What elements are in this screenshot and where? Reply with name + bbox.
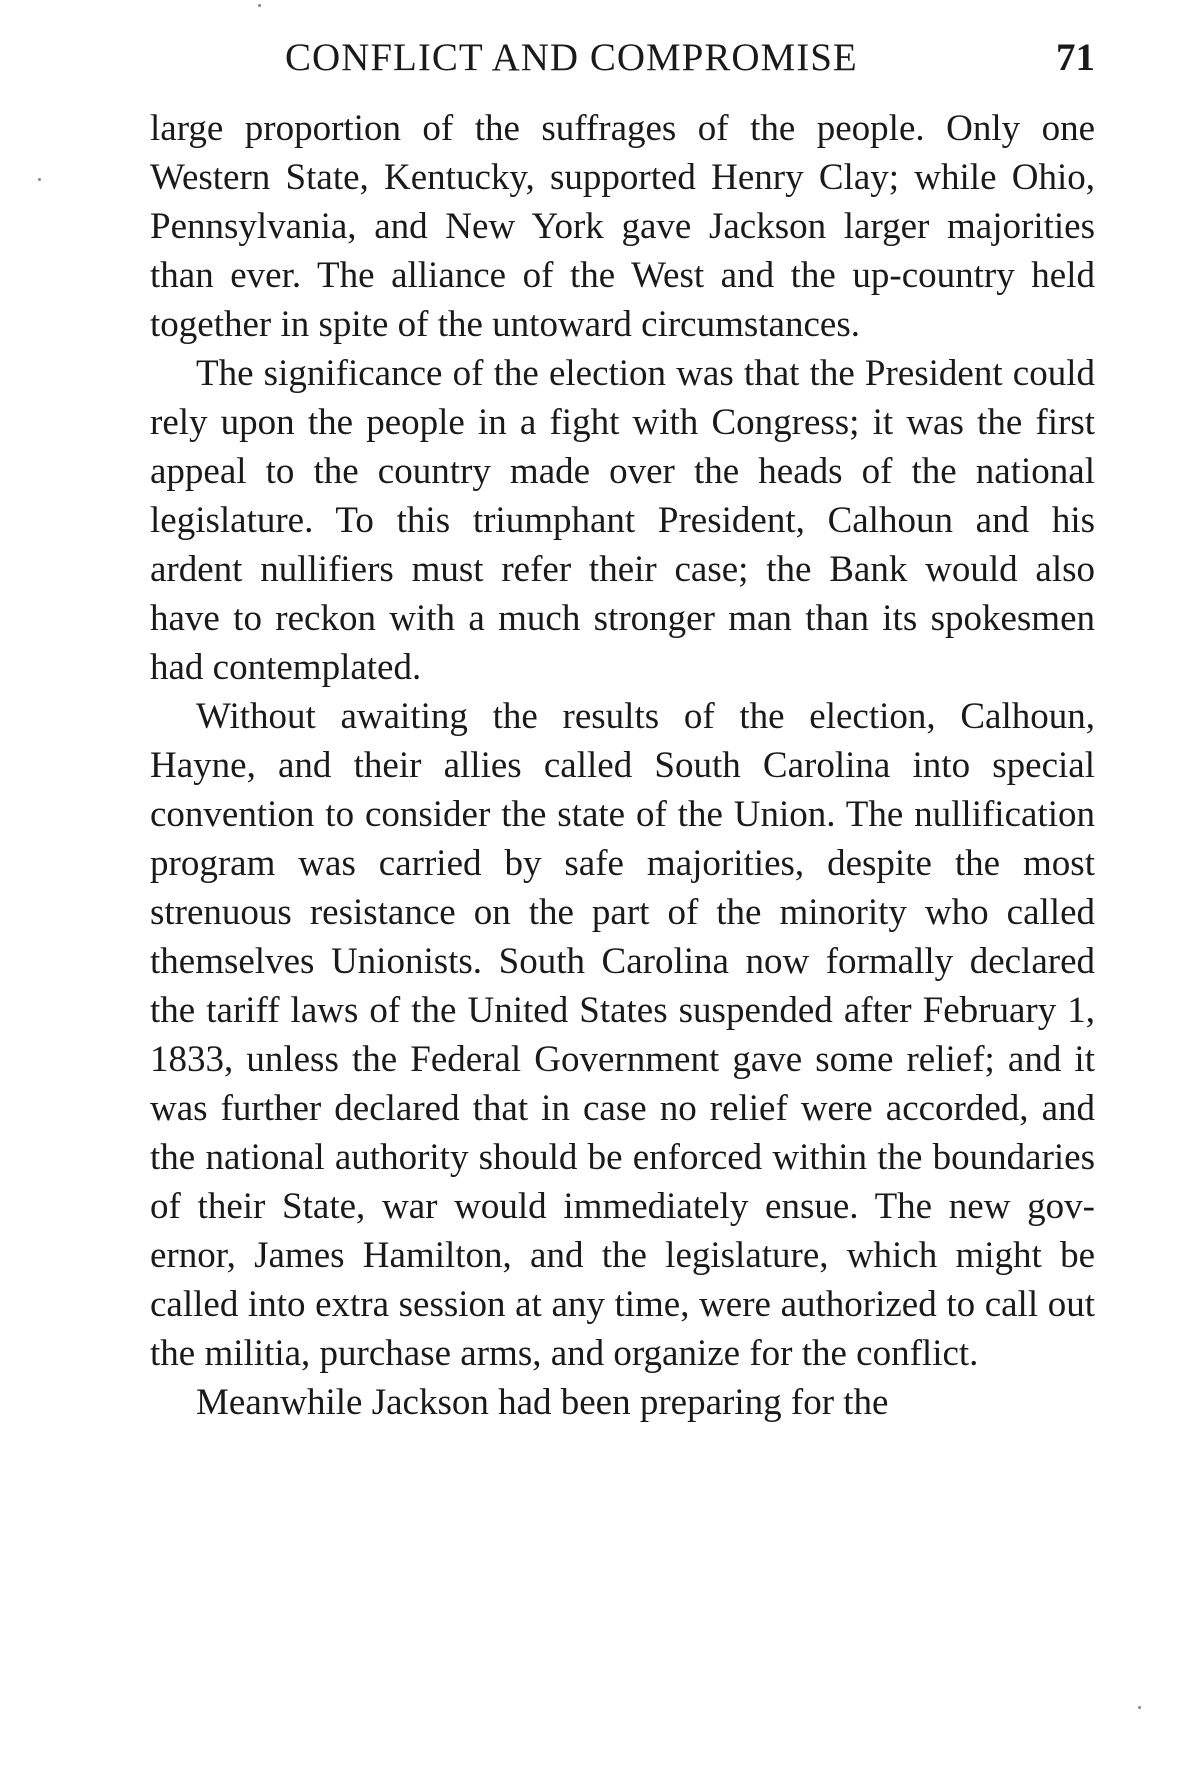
scan-speck	[38, 178, 41, 181]
paragraph-3: Without awaiting the results of the election, Calhoun, Hayne, and their allies called South Carolina into special convention to consider the state of the Union. The nullification program was carried by safe majorities, despite the most strenuous resistance on the part of the minority who called themselves Unionists. South Carolina now formally declared the tariff laws of the United States suspended after February 1, 1833, unless the Federal Government gave some relief; and it was further declared that in case no relief were accorded, and the national authority should be enforced within the boundaries of their State, war would immediately ensue. The new governor, James Hamilton, and the legislature, which might be called into extra session at any time, were authorized to call out the militia, purchase arms, and organize for the conflict.	[150, 696, 1095, 1374]
body-text	[150, 104, 1095, 1427]
paragraph-2: The significance of the election was that the President could rely upon the people in a fight with Congress; it was the first appeal to the country made over the heads of the national legislature. To this triumphant President, Calhoun and his ardent nullifiers must refer their case; the Bank would also have to reckon with a much stronger man than its spokesmen had contemplated.	[150, 353, 1095, 688]
paragraph-1: large proportion of the suffrages of the people. Only one Western State, Kentucky, supported Henry Clay; while Ohio, Pennsylvania, and New York gave Jackson larger majorities than ever. The alliance of the West and the up-country held together in spite of the untoward circumstances.	[150, 108, 1095, 345]
running-head	[150, 28, 1095, 88]
running-title: CONFLICT AND COMPROMISE	[285, 36, 858, 79]
page-number: 71	[1056, 36, 1095, 79]
paragraph-4: Meanwhile Jackson had been preparing for the	[196, 1382, 889, 1423]
scan-speck	[1138, 1706, 1141, 1709]
scan-speck	[258, 4, 261, 7]
